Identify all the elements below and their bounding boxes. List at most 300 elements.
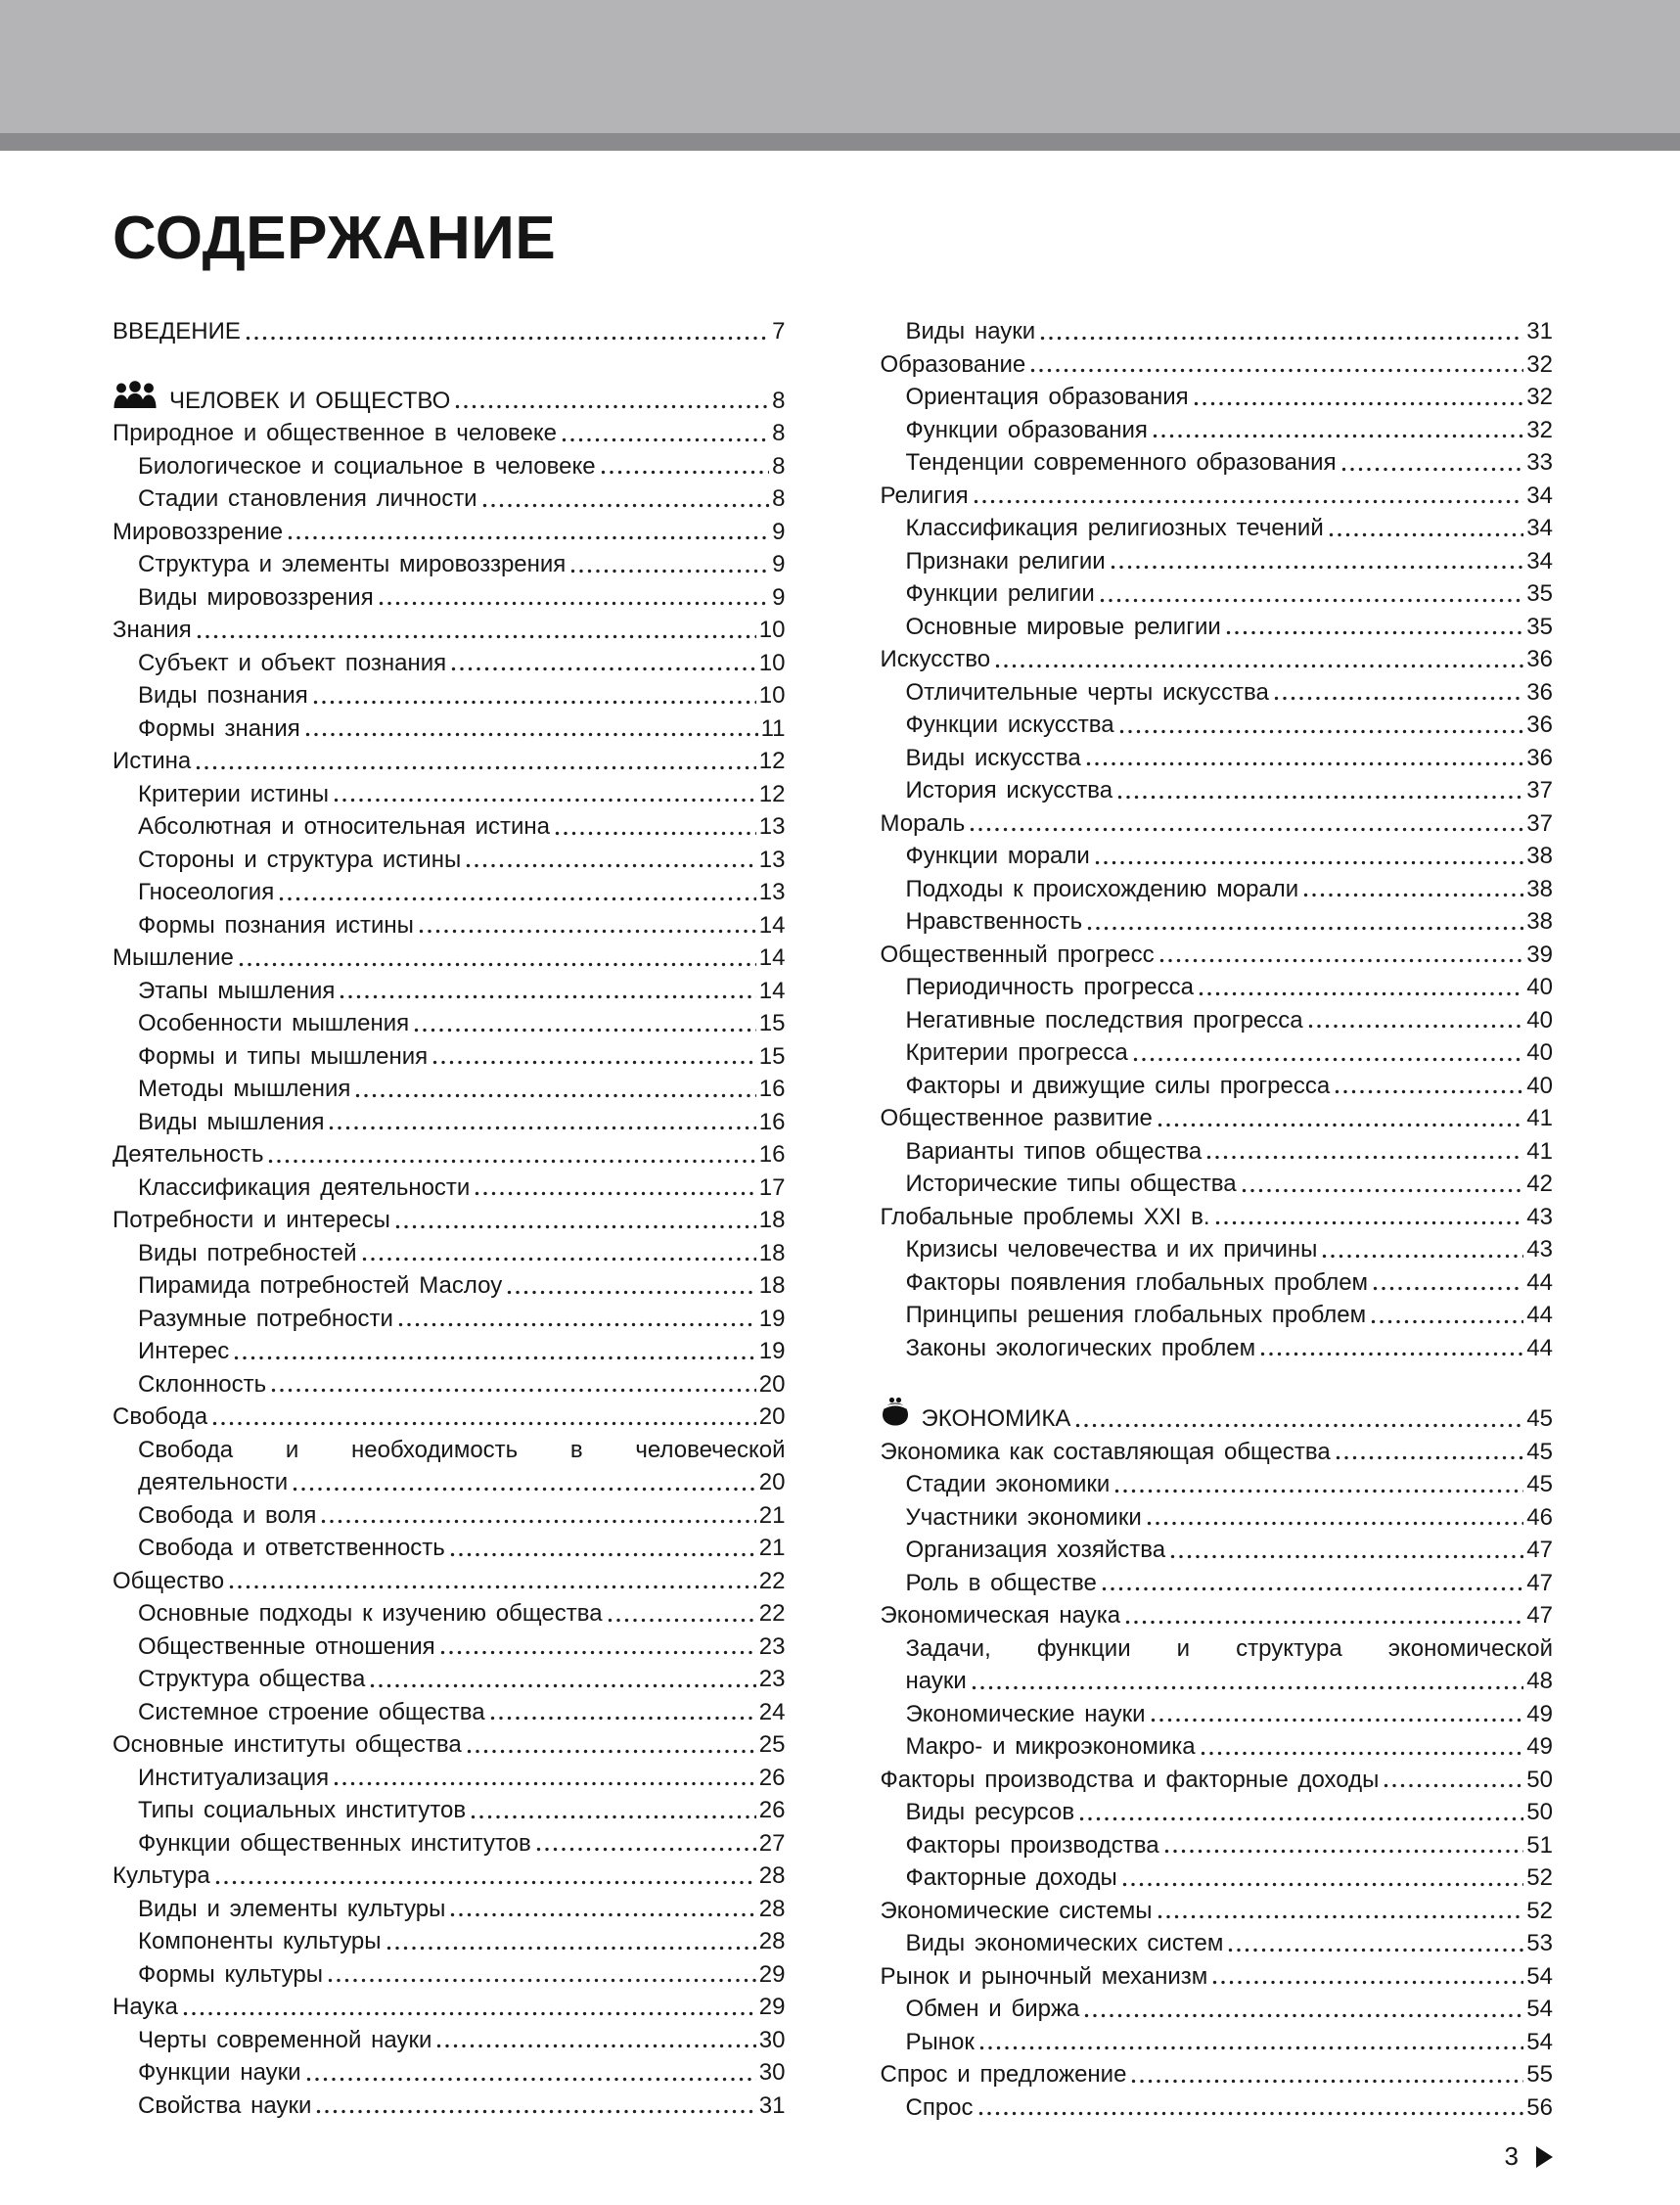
toc-entry [113, 745, 786, 778]
toc-entry-title: Основные мировые религии [905, 613, 1221, 640]
toc-page-number: 20 [758, 1370, 786, 1398]
toc-page-number: 13 [758, 879, 786, 906]
toc-entry-title: Организация хозяйства [905, 1537, 1166, 1564]
toc-column-right [881, 315, 1554, 2124]
dot-leader [1308, 1024, 1524, 1029]
toc-page-number: 36 [1526, 712, 1553, 739]
toc-entry [881, 1993, 1554, 2026]
toc-page-number: 34 [1526, 482, 1553, 509]
toc-entry-title: Рынок и рыночный механизм [880, 1962, 1208, 1990]
toc-entry-title: Критерии прогресса [905, 1039, 1128, 1067]
toc-entry-title: Виды мышления [138, 1108, 325, 1135]
toc-page-number: 45 [1526, 1471, 1553, 1498]
toc-entry-title: Компоненты культуры [138, 1928, 382, 1955]
toc-entry-title: Факторы появления глобальных проблем [905, 1268, 1369, 1296]
toc-entry [881, 480, 1554, 513]
toc-entry-title: Виды искусства [905, 744, 1081, 771]
toc-entry [113, 2056, 786, 2090]
toc-page-number: 42 [1526, 1171, 1553, 1198]
toc-entry [113, 1171, 786, 1205]
toc-entry-title: Виды мировоззрения [138, 583, 374, 611]
dot-leader [398, 1322, 756, 1327]
toc-entry [881, 1567, 1554, 1600]
toc-entry-title: Экономические системы [880, 1897, 1153, 1924]
toc-page-number: 40 [1526, 1006, 1553, 1034]
toc-page-number: 21 [758, 1501, 786, 1529]
toc-entry [881, 381, 1554, 414]
toc-page-number: 7 [772, 318, 786, 345]
dot-leader [1228, 1948, 1523, 1952]
toc-entry [113, 1401, 786, 1434]
dot-leader [386, 1946, 756, 1951]
dot-leader [1341, 467, 1524, 472]
dot-leader [1114, 1489, 1523, 1493]
toc-entry [881, 1004, 1554, 1037]
toc-page-number: 48 [1526, 1668, 1553, 1695]
toc-entry-title: Формы и типы мышления [138, 1042, 429, 1070]
dot-leader [215, 1880, 756, 1885]
dot-leader [1215, 1220, 1524, 1225]
dot-leader [268, 1159, 755, 1164]
toc-entry-title: Классификация деятельности [138, 1173, 471, 1201]
toc-entry-title: Экономика как составляющая общества [880, 1438, 1331, 1465]
dot-leader [316, 2109, 755, 2114]
toc-entry [881, 807, 1554, 841]
toc-entry-title: Факторы производства и факторные доходы [880, 1766, 1380, 1793]
toc-entry [881, 709, 1554, 742]
toc-entry [881, 676, 1554, 710]
toc-entry [113, 548, 786, 581]
toc-page-number: 35 [1526, 613, 1553, 640]
toc-entry-title: Признаки религии [905, 547, 1106, 574]
dot-leader [978, 2111, 1524, 2116]
dot-leader [570, 569, 769, 574]
toc-page-number: 28 [758, 1862, 786, 1890]
toc-entry [113, 315, 786, 348]
toc-entry-title: Мышление [113, 944, 234, 972]
toc-entry-title: Задачи, функции и структура экономической [905, 1634, 1553, 1662]
toc-entry-title: Общественный прогресс [880, 941, 1155, 968]
toc-page-number: 52 [1526, 1864, 1553, 1892]
dot-leader [1153, 434, 1523, 438]
toc-page-number: 22 [758, 1600, 786, 1628]
toc-entry-title: Свобода и воля [138, 1501, 317, 1529]
dot-leader [340, 994, 755, 999]
toc-entry [113, 778, 786, 811]
toc-entry-title: Свойства науки [138, 2091, 312, 2119]
dot-leader [306, 2077, 756, 2082]
toc-entry [113, 1565, 786, 1598]
toc-entry [113, 1631, 786, 1664]
toc-entry-title: Макро- и микроэкономика [905, 1733, 1196, 1761]
dot-leader [1329, 532, 1524, 537]
toc-page-number: 37 [1526, 809, 1553, 837]
toc-entry [881, 971, 1554, 1004]
dot-leader [271, 1388, 756, 1393]
dot-leader [1131, 2079, 1523, 2084]
toc-entry [881, 348, 1554, 382]
toc-entry-title: Законы экологических проблем [905, 1334, 1256, 1361]
toc-entry-title: Типы социальных институтов [138, 1797, 467, 1824]
toc-entry [113, 844, 786, 877]
toc-entry-title: Кризисы человечества и их причины [905, 1236, 1318, 1263]
toc-entry-title: Мировоззрение [113, 518, 284, 545]
dot-leader [562, 437, 769, 442]
toc-entry [881, 1332, 1554, 1365]
coin-purse-icon [881, 1397, 910, 1436]
toc-entry [113, 1335, 786, 1368]
toc-entry [113, 942, 786, 975]
toc-entry-title: Функции образования [905, 416, 1148, 443]
toc-entry-title: Свобода и ответственность [138, 1535, 445, 1562]
dot-leader [1322, 1254, 1523, 1259]
toc-entry-title: Принципы решения глобальных проблем [905, 1302, 1367, 1329]
dot-leader [293, 1487, 756, 1492]
toc-page-number: 35 [1526, 580, 1553, 608]
dot-leader [321, 1519, 755, 1524]
toc-entry [881, 1960, 1554, 1994]
toc-entry-title: Свобода [113, 1403, 208, 1431]
toc-entry [881, 643, 1554, 676]
toc-entry [113, 614, 786, 647]
dot-leader [450, 1912, 755, 1917]
toc-page-number: 10 [758, 649, 786, 676]
dot-leader [1125, 1620, 1523, 1625]
toc-entry [881, 939, 1554, 972]
dot-leader [1030, 368, 1523, 373]
folio-page-number: 3 [1504, 2141, 1519, 2171]
toc-entry-title: ВВЕДЕНИЕ [113, 318, 241, 345]
toc-entry-title: Спрос и предложение [880, 2061, 1127, 2089]
toc-entry [113, 1434, 786, 1467]
toc-page-number: 8 [772, 485, 786, 513]
toc-entry [881, 1168, 1554, 1201]
toc-entry [113, 909, 786, 942]
dot-leader [1102, 1586, 1523, 1591]
dot-leader [1373, 1286, 1523, 1291]
toc-entry [113, 1925, 786, 1958]
toc-entry [881, 2058, 1554, 2091]
toc-entry-title: Образование [880, 350, 1026, 378]
dot-leader [1100, 598, 1524, 603]
dot-leader [1122, 1882, 1523, 1887]
dot-leader [370, 1683, 755, 1688]
toc-entry-title: Свобода и необходимость в человеческой [138, 1436, 786, 1463]
toc-entry [881, 1698, 1554, 1731]
toc-entry-title: Исторические типы общества [905, 1171, 1237, 1198]
toc-page-number: 16 [758, 1108, 786, 1135]
toc-entry [113, 1106, 786, 1139]
toc-entry-title: Стадии становления личности [138, 485, 477, 513]
toc-page-number: 9 [772, 518, 786, 545]
dot-leader [197, 634, 756, 639]
toc-page-number: 52 [1526, 1897, 1553, 1924]
toc-page-number: 15 [758, 1042, 786, 1070]
dot-leader [1170, 1554, 1523, 1559]
toc-entry [113, 1303, 786, 1336]
toc-entry-title: Истина [113, 748, 192, 775]
toc-page-number: 10 [758, 682, 786, 710]
dot-leader [1201, 1751, 1524, 1756]
toc-entry [113, 1728, 786, 1762]
toc-entry-title: Ориентация образования [905, 384, 1189, 411]
toc-entry [881, 1436, 1554, 1469]
toc-entry-title: науки [905, 1668, 967, 1695]
dot-leader [979, 2045, 1523, 2050]
toc-page-number: 13 [758, 846, 786, 873]
toc-entry-title: Пирамида потребностей Маслоу [138, 1272, 503, 1300]
toc-entry-title: Интерес [138, 1338, 230, 1365]
dot-leader [450, 1552, 756, 1557]
toc-page-number: 21 [758, 1535, 786, 1562]
dot-leader [455, 404, 769, 409]
toc-entry-title: Функции общественных институтов [138, 1829, 531, 1857]
toc-page-number: 38 [1526, 843, 1553, 870]
dot-leader [1384, 1783, 1523, 1788]
toc-entry [113, 516, 786, 549]
toc-entry [881, 873, 1554, 906]
dot-leader [1119, 729, 1524, 734]
toc-entry [113, 1138, 786, 1171]
toc-entry-title: Мораль [880, 809, 966, 837]
dot-leader [482, 503, 770, 508]
dot-leader [1226, 630, 1524, 635]
dot-leader [466, 863, 756, 868]
toc-entry-title: Подходы к происхождению морали [905, 875, 1299, 902]
toc-entry-title: Виды и элементы культуры [138, 1895, 446, 1922]
toc-entry [881, 1829, 1554, 1862]
dot-leader [414, 1028, 756, 1033]
dot-leader [1158, 1914, 1524, 1919]
toc-entry [113, 1696, 786, 1729]
toc-page-number: 11 [760, 714, 786, 742]
toc-entry [881, 1861, 1554, 1895]
toc-page-number: 49 [1526, 1700, 1553, 1727]
right-arrow-icon [1536, 2146, 1553, 2168]
toc-entry [881, 1468, 1554, 1501]
dot-leader [507, 1290, 756, 1295]
dot-leader [1040, 336, 1523, 341]
dot-leader [246, 336, 769, 341]
dot-leader [974, 499, 1524, 504]
toc-entry [113, 1204, 786, 1237]
toc-page-number: 53 [1526, 1930, 1553, 1957]
toc-page-number: 49 [1526, 1733, 1553, 1761]
toc-entry [113, 1007, 786, 1040]
toc-page-number: 31 [1526, 318, 1553, 345]
toc-entry [113, 1958, 786, 1992]
dot-leader [329, 1125, 755, 1130]
toc-entry-title: Экономические науки [905, 1700, 1146, 1727]
toc-entry [881, 1632, 1554, 1666]
toc-entry [881, 545, 1554, 578]
dot-leader [379, 601, 769, 606]
dot-leader [1133, 1057, 1524, 1062]
dot-leader [288, 535, 769, 540]
toc-entry-title: Рынок [905, 2028, 975, 2055]
toc-entry-title: Природное и общественное в человеке [113, 420, 557, 447]
toc-entry-title: Религия [880, 482, 969, 509]
toc-entry-title: Биологическое и социальное в человеке [138, 452, 596, 480]
dot-leader [1158, 1123, 1523, 1127]
toc-page-number: 20 [758, 1469, 786, 1496]
toc-page-number: 30 [758, 2059, 786, 2087]
toc-entry [113, 712, 786, 746]
toc-entry [881, 1135, 1554, 1169]
toc-entry [881, 774, 1554, 807]
dot-leader [239, 962, 756, 967]
toc-page-number: 30 [758, 2026, 786, 2053]
dot-leader [1084, 2013, 1523, 2018]
toc-entry-title: Формы познания истины [138, 911, 414, 939]
dot-leader [1206, 1155, 1523, 1160]
toc-entry [881, 1299, 1554, 1332]
toc-entry-title: Общество [113, 1567, 225, 1594]
toc-page-number: 16 [758, 1076, 786, 1103]
toc-entry [113, 581, 786, 615]
toc-entry [881, 1599, 1554, 1632]
toc-page-number: 47 [1526, 1602, 1553, 1630]
toc-entry [113, 1532, 786, 1565]
toc-entry [113, 1237, 786, 1270]
dot-leader [436, 2044, 755, 2048]
toc-entry [113, 1827, 786, 1860]
toc-entry-title: ЧЕЛОВЕК И ОБЩЕСТВО [169, 387, 451, 414]
toc-page-number: 18 [758, 1207, 786, 1234]
dot-leader [1079, 1816, 1523, 1821]
toc-entry [881, 1730, 1554, 1764]
toc-page-number: 33 [1526, 449, 1553, 477]
toc-page-number: 45 [1526, 1405, 1553, 1433]
toc-entry-title: Абсолютная и относительная истина [138, 813, 551, 841]
dot-leader [1371, 1319, 1523, 1324]
toc-page-number: 29 [758, 1994, 786, 2021]
toc-entry-title: Виды ресурсов [905, 1799, 1075, 1826]
dot-leader [1086, 761, 1524, 766]
toc-entry [881, 1201, 1554, 1234]
toc-entry-title: Потребности и интересы [113, 1207, 390, 1234]
toc-entry-title: Склонность [138, 1370, 267, 1398]
toc-entry [113, 1597, 786, 1631]
toc-entry-title: Черты современной науки [138, 2026, 432, 2053]
toc-entry [881, 1927, 1554, 1960]
toc-entry [113, 810, 786, 844]
toc-page-number: 24 [758, 1698, 786, 1725]
dot-leader [1274, 696, 1523, 701]
toc-entry-title: Факторные доходы [905, 1864, 1117, 1892]
toc-page-number: 20 [758, 1403, 786, 1431]
toc-page-number: 28 [758, 1895, 786, 1922]
toc-entry [113, 975, 786, 1008]
dot-leader [419, 929, 756, 934]
toc-page-number: 32 [1526, 350, 1553, 378]
toc-entry [881, 1895, 1554, 1928]
toc-page-number: 44 [1526, 1302, 1553, 1329]
toc-page-number: 39 [1526, 941, 1553, 968]
toc-page-number: 36 [1526, 678, 1553, 706]
toc-entry-title: Глобальные проблемы XXI в. [880, 1203, 1210, 1230]
dot-leader [1111, 565, 1524, 570]
toc-entry [113, 1663, 786, 1696]
toc-entry-title: Основные подходы к изучению общества [138, 1600, 603, 1628]
toc-entry-title: Общественное развитие [880, 1105, 1153, 1132]
dot-leader [451, 666, 756, 671]
toc-entry-title: Основные институты общества [113, 1731, 462, 1759]
toc-entry-title: Культура [113, 1862, 210, 1890]
toc-entry [881, 840, 1554, 873]
toc-entry [113, 1269, 786, 1303]
toc-entry-title: Этапы мышления [138, 977, 336, 1004]
toc-entry-title: Субъект и объект познания [138, 649, 447, 676]
toc-entry [881, 905, 1554, 939]
toc-chapter-entry [113, 381, 786, 418]
toc-entry-title: Стороны и структура истины [138, 846, 462, 873]
toc-page-number: 43 [1526, 1236, 1553, 1263]
dot-leader [234, 1355, 756, 1360]
toc-entry [881, 1266, 1554, 1300]
dot-leader [1147, 1521, 1524, 1526]
toc-entry-title: Структура и элементы мировоззрения [138, 551, 567, 578]
toc-entry-title: Виды потребностей [138, 1239, 357, 1266]
toc-page-number: 10 [758, 617, 786, 644]
toc-entry [113, 1499, 786, 1533]
toc-entry-title: Стадии экономики [905, 1471, 1111, 1498]
toc-entry-title: Участники экономики [905, 1503, 1142, 1531]
toc-entry-title: Виды познания [138, 682, 308, 710]
dot-leader [1159, 958, 1524, 963]
dot-leader [440, 1650, 756, 1655]
toc-entry [881, 2091, 1554, 2125]
toc-page-number: 44 [1526, 1268, 1553, 1296]
dot-leader [1199, 991, 1523, 996]
dot-leader [1095, 860, 1523, 865]
toc-entry [113, 1368, 786, 1401]
toc-page-number: 34 [1526, 547, 1553, 574]
toc-entry-title: Знания [113, 617, 192, 644]
dot-leader [970, 827, 1523, 832]
toc-entry-title: Нравственность [905, 908, 1083, 936]
toc-entry-title: деятельности [138, 1469, 289, 1496]
toc-page-number: 16 [758, 1141, 786, 1169]
dot-leader [490, 1716, 756, 1721]
toc-entry-title: История искусства [905, 777, 1113, 804]
toc-page-number: 32 [1526, 384, 1553, 411]
toc-entry-title: Деятельность [113, 1141, 264, 1169]
toc-page-number: 47 [1526, 1537, 1553, 1564]
dot-leader [1087, 926, 1523, 931]
dot-leader [1194, 401, 1524, 406]
dot-leader [995, 664, 1523, 668]
toc-entry [881, 512, 1554, 545]
toc-entry-title: Виды экономических систем [905, 1930, 1224, 1957]
toc-entry-title: Функции искусства [905, 712, 1114, 739]
dot-leader [1164, 1849, 1524, 1854]
toc-entry-title: Искусство [880, 646, 991, 673]
toc-chapter-entry [881, 1397, 1554, 1436]
toc-entry [113, 482, 786, 516]
toc-entry-title: Формы культуры [138, 1960, 323, 1988]
toc-page-number: 55 [1526, 2061, 1553, 2089]
toc-entry [113, 1794, 786, 1827]
dot-leader [972, 1685, 1524, 1690]
dot-leader [229, 1585, 756, 1589]
toc-entry [113, 1860, 786, 1893]
dot-leader [432, 1060, 756, 1065]
toc-entry [113, 647, 786, 680]
toc-entry [881, 1036, 1554, 1070]
dot-leader [1075, 1423, 1523, 1428]
toc-page-number: 34 [1526, 515, 1553, 542]
